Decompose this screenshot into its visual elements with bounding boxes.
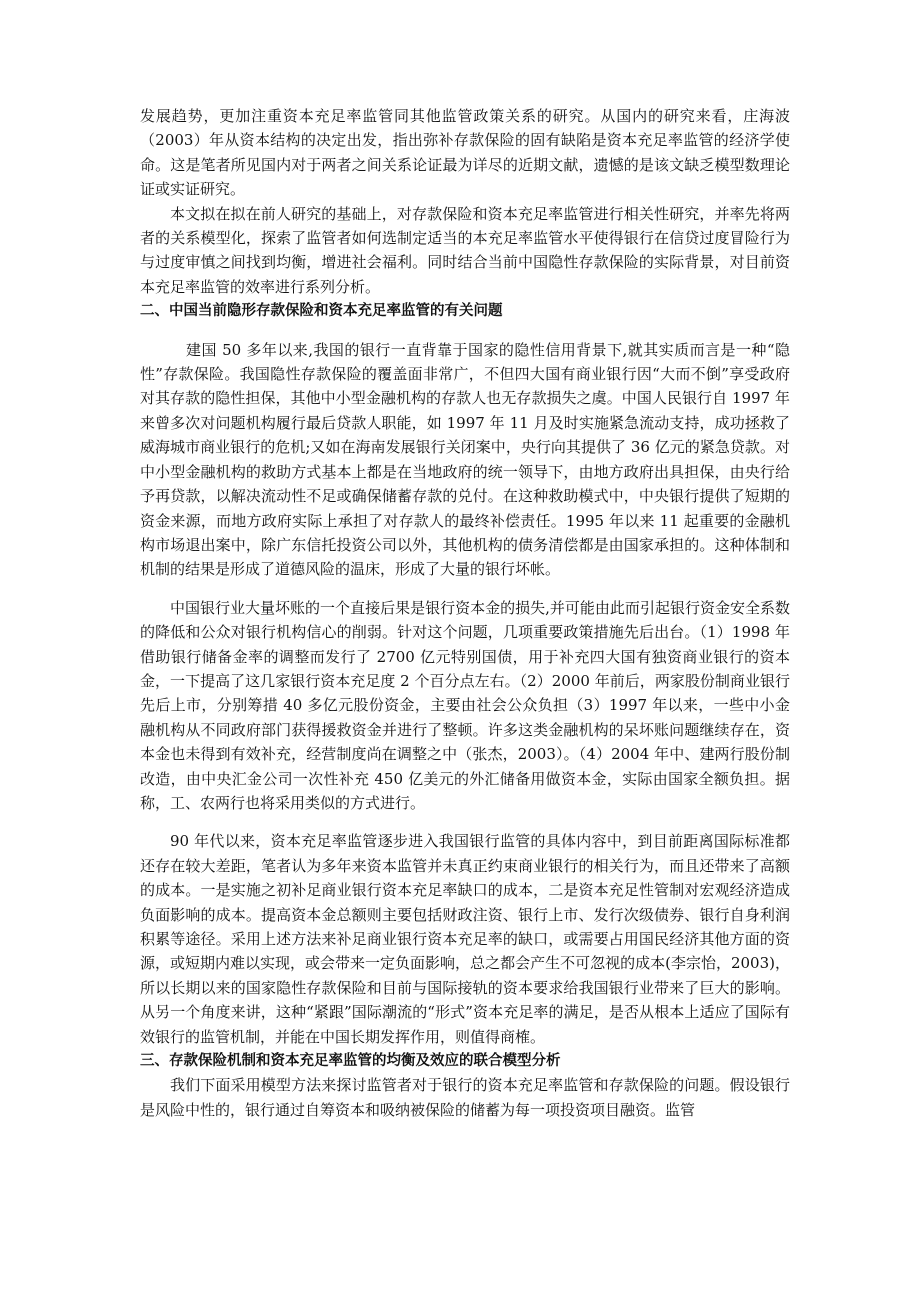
section-heading-2: 二、中国当前隐形存款保险和资本充足率监管的有关问题	[140, 303, 503, 320]
paragraph-intro-continued: 发展趋势，更加注重资本充足率监管同其他监管政策关系的研究。从国内的研究来看，庄海波（2003）年从资本结构的决定出发，指出弥补存款保险的固有缺陷是资本充足率监管的经济学使命。这是笔者所见国内对于两者之间关系论证最为详尽的近期文献，遗憾的是该文缺乏模型数理论证或实证研究。	[140, 107, 790, 199]
paragraph-research-aim: 本文拟在拟在前人研究的基础上，对存款保险和资本充足率监管进行相关性研究，并率先将两者的关系模型化，探索了监管者如何选制定适当的本充足率监管水平使得银行在信贷过度冒险行为与过度审慎之间找到均衡，增进社会福利。同时结合当前中国隐性存款保险的实际背景，对目前资本充足率监管的效率进行系列分析。	[140, 204, 790, 296]
paragraph-implicit-insurance: 建国 50 多年以来,我国的银行一直背靠于国家的隐性信用背景下,就其实质而言是一种“隐性”存款保险。我国隐性存款保险的覆盖面非常广，不但四大国有商业银行因“大而不倒”享受政府对其存款的隐性担保，其他中小型金融机构的存款人也无存款损失之虞。中国人民银行自 1997 年来曾多次对问题机构履行最后贷款人职能，如 1997 年 11 月及时实施紧急流动支持，成功拯救了威海城市商业银行的危机;又如在海南发展银行关闭案中，央行向其提供了 36 亿元的紧急贷款。对中小型金融机构的救助方式基本上都是在当地政府的统一领导下，由地方政府出具担保，由央行给予再贷款，以解决流动性不足或确保储蓄存款的兑付。在这种救助模式中，中央银行提供了短期的资金来源，而地方政府实际上承担了对存款人的最终补偿责任。1995 年以来 11 起重要的金融机构市场退出案中，除广东信托投资公司以外，其他机构的债务清偿都是由国家承担的。这种体制和机制的结果是形成了道德风险的温床，形成了大量的银行坏帐。	[140, 340, 790, 579]
paragraph-capital-regulation: 90 年代以来，资本充足率监管逐步进入我国银行监管的具体内容中，到目前距离国际标准都还存在较大差距，笔者认为多年来资本监管并未真正约束商业银行的相关行为，而且还带来了高额的成本。一是实施之初补足商业银行资本充足率缺口的成本，二是资本充足性管制对宏观经济造成负面影响的成本。提高资本金总额则主要包括财政注资、银行上市、发行次级债券、银行自身利润积累等途径。采用上述方法来补足商业银行资本充足率的缺口，或需要占用国民经济其他方面的资源，或短期内难以实现，或会带来一定负面影响，总之都会产生不可忽视的成本(李宗怡，2003)，所以长期以来的国家隐性存款保险和目前与国际接轨的资本要求给我国银行业带来了巨大的影响。从另一个角度来讲，这种“紧跟”国际潮流的“形式”资本充足率的满足，是否从根本上适应了国际有效银行的监管机制，并能在中国长期发挥作用，则值得商榷。	[140, 832, 790, 1046]
paragraph-bad-debt: 中国银行业大量坏账的一个直接后果是银行资本金的损失,并可能由此而引起银行资金安全系数的降低和公众对银行机构信心的削弱。针对这个问题，几项重要政策措施先后出台。（1）1998 年借助银行储备金率的调整而发行了 2700 亿元特别国债，用于补充四大国有独资商业银行的资本金，一下提高了这几家银行资本充足度 2 个百分点左右。（2）2000 年前后，两家股份制商业银行先后上市，分别筹措 40 多亿元股份资金，主要由社会公众负担（3）1997 年以来，一些中小金融机构从不同政府部门获得援救资金并进行了整顿。许多这类金融机构的呆坏账问题继续存在，资本金也未得到有效补充，经营制度尚在调整之中（张杰，2003）。（4）2004 年中、建两行股份制改造，由中央汇金公司一次性补充 450 亿美元的外汇储备用做资本金，实际由国家全额负担。据称，工、农两行也将采用类似的方式进行。	[140, 598, 790, 812]
section-heading-3: 三、存款保险机制和资本充足率监管的均衡及效应的联合模型分析	[140, 1053, 561, 1070]
paragraph-model-intro: 我们下面采用模型方法来探讨监管者对于银行的资本充足率监管和存款保险的问题。假设银行是风险中性的，银行通过自筹资本和吸纳被保险的储蓄为每一项投资项目融资。监管	[140, 1076, 790, 1119]
document-body	[140, 104, 790, 1122]
